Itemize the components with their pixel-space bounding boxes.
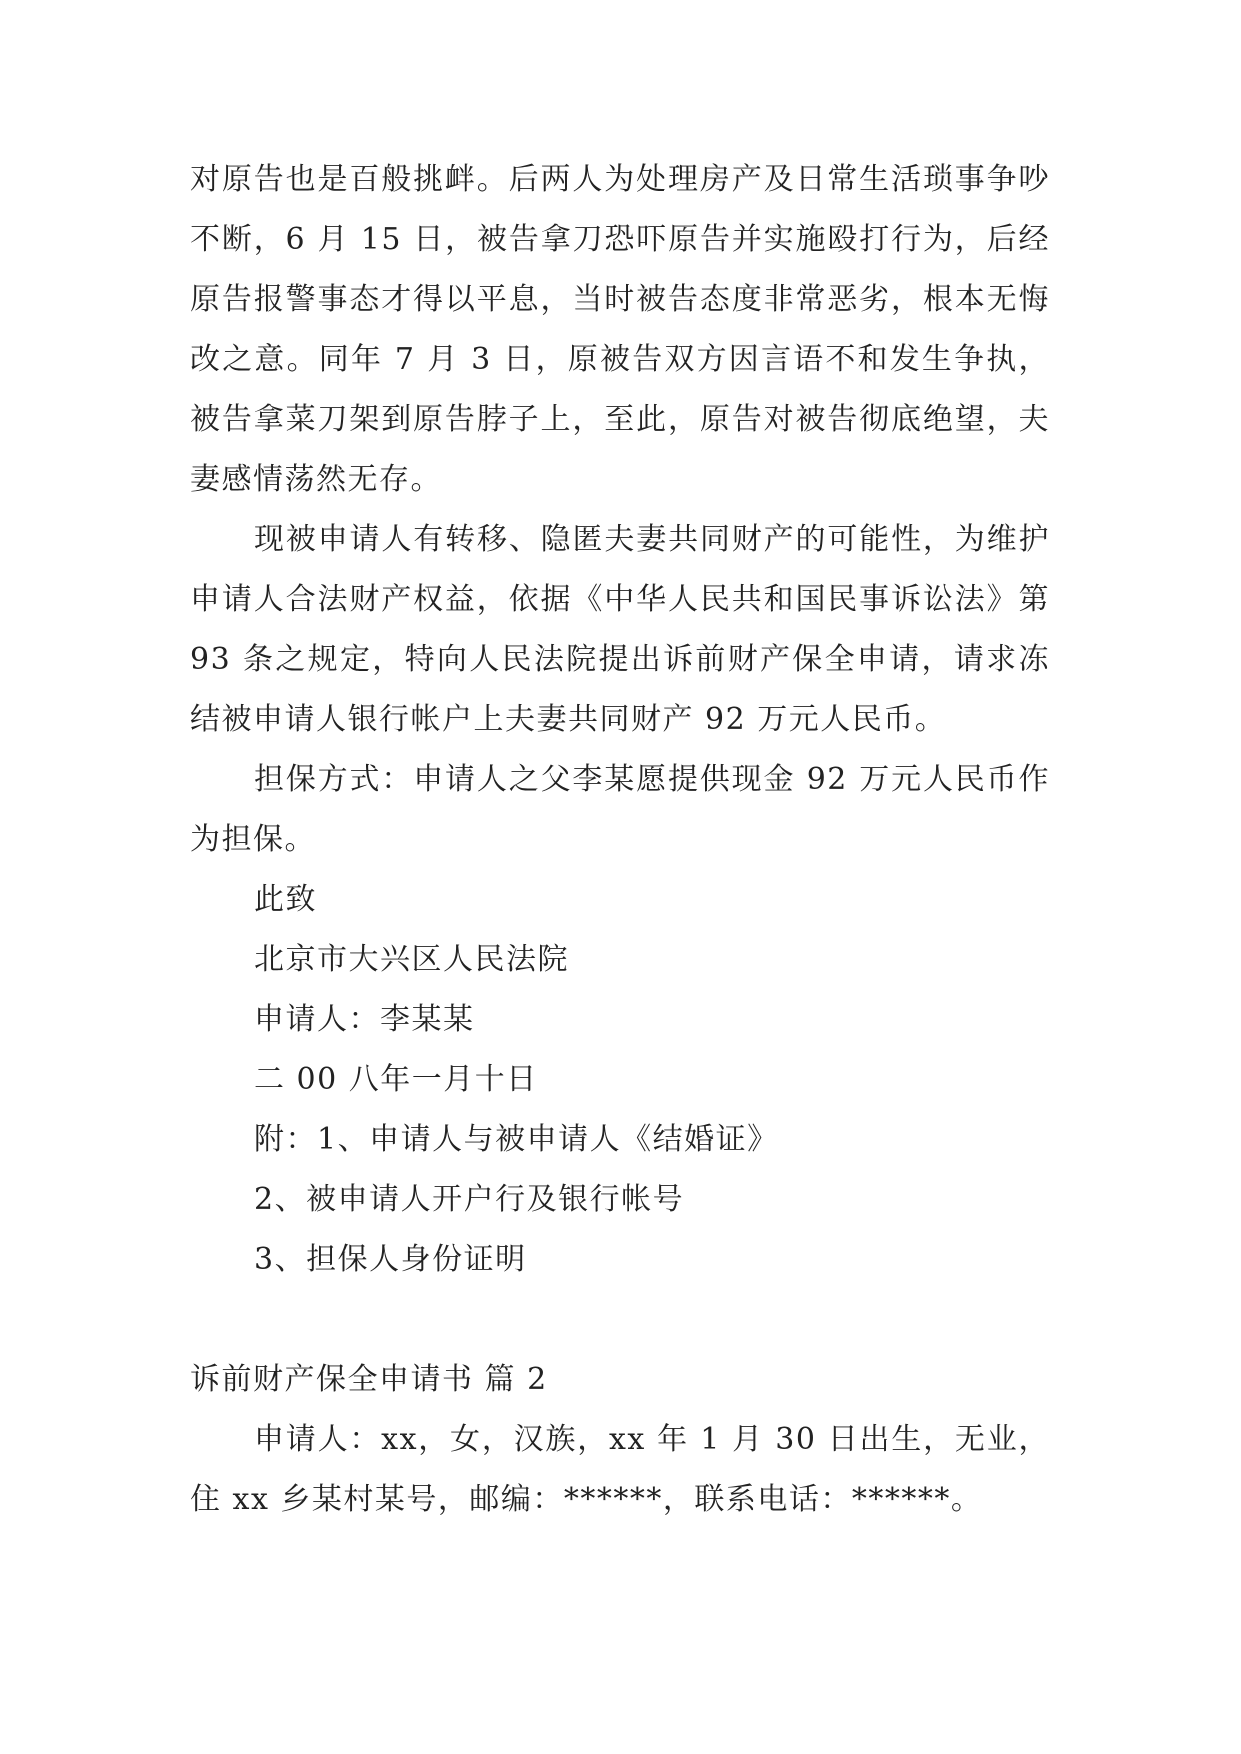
section-2-paragraph-1: 申请人：xx，女，汉族，xx 年 1 月 30 日出生，无业，住 xx 乡某村某号，邮编：******，联系电话：******。 <box>190 1422 1050 1517</box>
attachment-item-2: 2、被申请人开户行及银行帐号 <box>254 1182 685 1217</box>
body-paragraph-1: 对原告也是百般挑衅。后两人为处理房产及日常生活琐事争吵不断，6 月 15 日，被告拿刀恐吓原告并实施殴打行为，后经原告报警事态才得以平息，当时被告态度非常恶劣，根本无悔改之意。同年 7 月 3 日，原被告双方因言语不和发生争执，被告拿菜刀架到原告脖子上，至此，原告对被告彻底绝望，夫妻感情荡然无存。 <box>190 162 1050 497</box>
body-paragraph-2: 现被申请人有转移、隐匿夫妻共同财产的可能性，为维护申请人合法财产权益，依据《中华人民共和国民事诉讼法》第 93 条之规定，特向人民法院提出诉前财产保全申请，请求冻结被申请人银行帐户上夫妻共同财产 92 万元人民币。 <box>190 522 1050 737</box>
closing-court: 北京市大兴区人民法院 <box>254 942 569 977</box>
section-2-title: 诉前财产保全申请书 篇 2 <box>190 1362 548 1397</box>
section-gap <box>190 1290 1050 1350</box>
closing-date: 二 00 八年一月十日 <box>254 1062 538 1097</box>
body-paragraph-3: 担保方式：申请人之父李某愿提供现金 92 万元人民币作为担保。 <box>190 762 1050 857</box>
closing-salutation: 此致 <box>254 882 317 917</box>
attachment-item-3: 3、担保人身份证明 <box>254 1242 527 1277</box>
closing-applicant: 申请人：李某某 <box>254 1002 475 1037</box>
attachment-item-1: 附：1、申请人与被申请人《结婚证》 <box>254 1122 779 1157</box>
document-body <box>190 150 1050 1530</box>
